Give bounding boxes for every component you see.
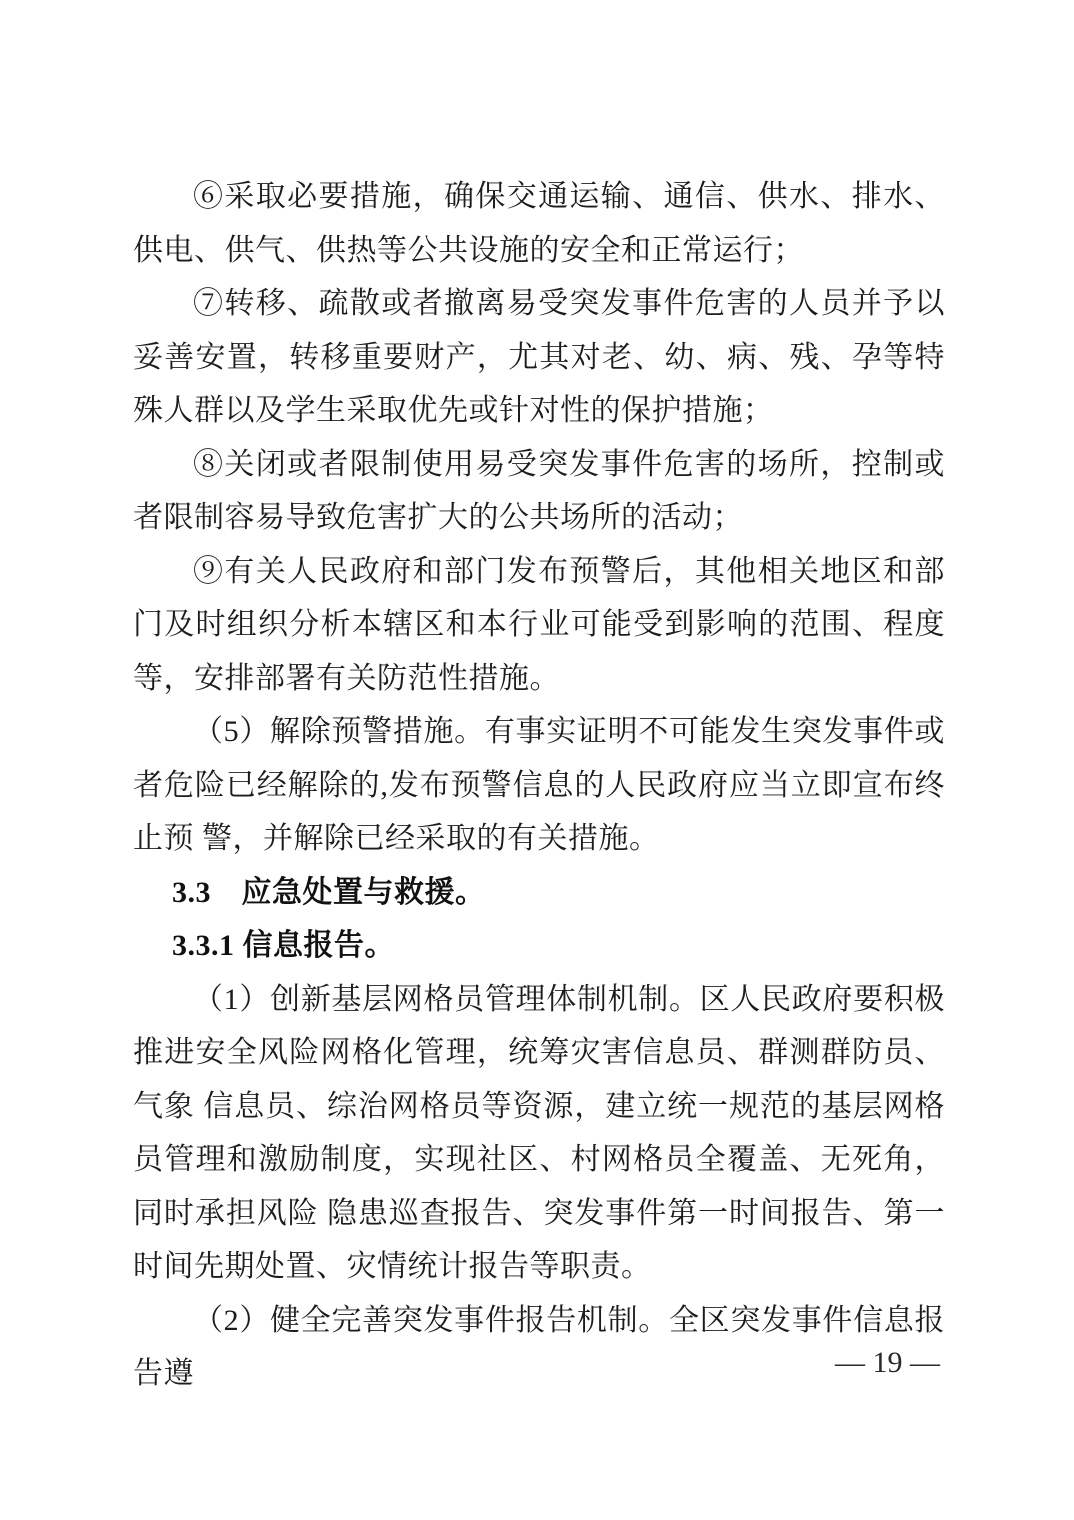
page-number: — 19 — (835, 1346, 940, 1379)
paragraph-item-9: ⑨有关人民政府和部门发布预警后，其他相关地区和部门及时组织分析本辖区和本行业可能受到影响的范围、程度等，安排部署有关防范性措施。 (133, 554, 945, 695)
paragraph-item-8: ⑧关闭或者限制使用易受突发事件危害的场所，控制或者限制容易导致危害扩大的公共场所的活动； (133, 447, 945, 534)
paragraph-release-warning: （5）解除预警措施。有事实证明不可能发生突发事件或者危险已经解除的,发布预警信息的人民政府应当立即宣布终止预 警，并解除已经采取的有关措施。 (133, 715, 945, 855)
paragraph-item-6: ⑥采取必要措施，确保交通运输、通信、供水、排水、供电、供气、供热等公共设施的安全和正常运行； (133, 180, 945, 267)
paragraph-report-mechanism: （2）健全完善突发事件报告机制。全区突发事件信息报告遵 (133, 1303, 945, 1390)
paragraph-grid-workers: （1）创新基层网格员管理体制机制。区人民政府要积极推进安全风险网格化管理，统筹灾害信息员、群测群防员、气象 信息员、综治网格员等资源，建立统一规范的基层网格员管理和激励制度，实现社区、村网格员全覆盖、无死角，同时承担风险 隐患巡查报告、突发事件第一时间报告、第一时间先期处置、灾情统计报告等职责。 (133, 982, 945, 1283)
paragraph-item-7: ⑦转移、疏散或者撤离易受突发事件危害的人员并予以妥善安置，转移重要财产，尤其对老、幼、病、残、孕等特殊人群以及学生采取优先或针对性的保护措施； (133, 287, 945, 427)
document-body (133, 170, 945, 1401)
section-heading-3-3: 3.3 应急处置与救援。 (172, 875, 486, 909)
section-heading-3-3-1: 3.3.1 信息报告。 (172, 929, 395, 962)
